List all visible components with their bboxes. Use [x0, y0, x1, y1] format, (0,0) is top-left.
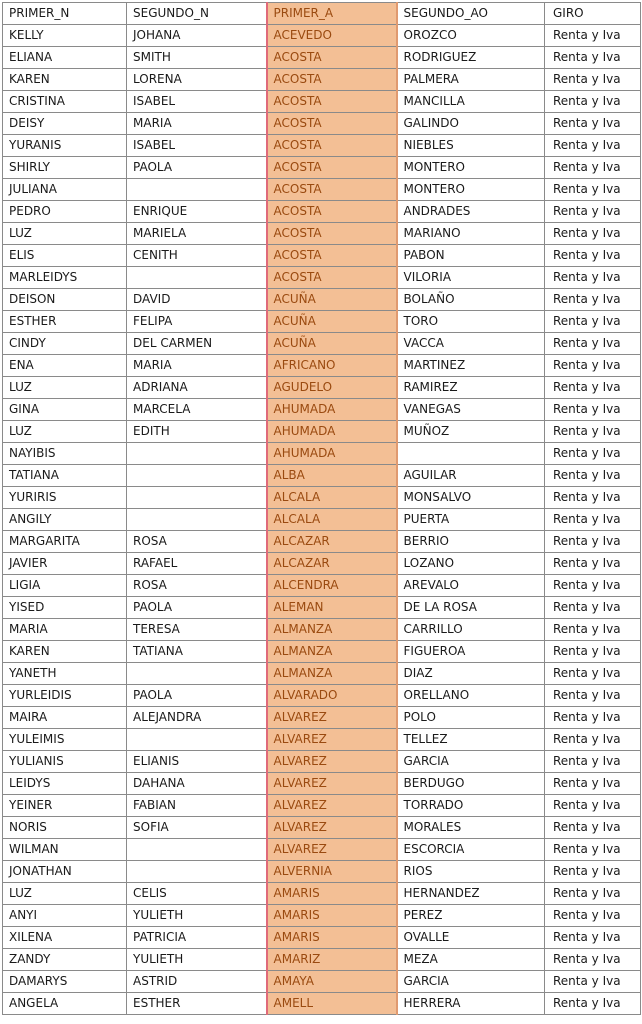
cell-giro: Renta y Iva [545, 267, 641, 289]
cell-primer-a: ACOSTA [267, 201, 397, 223]
cell-segundo-n [127, 509, 267, 531]
table-row [3, 531, 641, 553]
cell-segundo-n: RAFAEL [127, 553, 267, 575]
cell-primer-n: YULEIMIS [3, 729, 127, 751]
cell-giro: Renta y Iva [545, 421, 641, 443]
table-row [3, 861, 641, 883]
cell-primer-a: AFRICANO [267, 355, 397, 377]
data-table [2, 2, 641, 1015]
cell-primer-a: ALCAZAR [267, 553, 397, 575]
cell-giro: Renta y Iva [545, 91, 641, 113]
cell-segundo-n [127, 465, 267, 487]
cell-primer-n: SHIRLY [3, 157, 127, 179]
cell-primer-a: ALVAREZ [267, 773, 397, 795]
cell-giro: Renta y Iva [545, 949, 641, 971]
cell-segundo-n: JOHANA [127, 25, 267, 47]
cell-primer-n: CRISTINA [3, 91, 127, 113]
cell-primer-n: PEDRO [3, 201, 127, 223]
cell-segundo-ao: MORALES [397, 817, 545, 839]
table-row [3, 553, 641, 575]
cell-segundo-n: MARIELA [127, 223, 267, 245]
cell-segundo-ao: MUÑOZ [397, 421, 545, 443]
cell-primer-a: ACOSTA [267, 135, 397, 157]
cell-primer-n: DAMARYS [3, 971, 127, 993]
cell-segundo-n: ISABEL [127, 135, 267, 157]
cell-giro: Renta y Iva [545, 245, 641, 267]
cell-giro: Renta y Iva [545, 69, 641, 91]
cell-primer-n: ANGELA [3, 993, 127, 1015]
cell-segundo-ao: AGUILAR [397, 465, 545, 487]
table-row [3, 465, 641, 487]
table-row [3, 751, 641, 773]
table-row [3, 487, 641, 509]
cell-primer-a: ALMANZA [267, 663, 397, 685]
cell-primer-a: ALBA [267, 465, 397, 487]
cell-primer-a: AMAYA [267, 971, 397, 993]
cell-primer-a: ACOSTA [267, 223, 397, 245]
cell-segundo-n: SOFIA [127, 817, 267, 839]
cell-primer-a: ACOSTA [267, 179, 397, 201]
cell-primer-n: ANYI [3, 905, 127, 927]
cell-giro: Renta y Iva [545, 861, 641, 883]
cell-giro: Renta y Iva [545, 25, 641, 47]
cell-primer-n: ELIANA [3, 47, 127, 69]
table-row [3, 69, 641, 91]
cell-primer-a: ACOSTA [267, 157, 397, 179]
table-row [3, 971, 641, 993]
cell-segundo-n: FELIPA [127, 311, 267, 333]
cell-giro: Renta y Iva [545, 113, 641, 135]
cell-segundo-ao: VACCA [397, 333, 545, 355]
table-row [3, 663, 641, 685]
cell-segundo-n [127, 487, 267, 509]
cell-segundo-ao: NIEBLES [397, 135, 545, 157]
cell-primer-n: YURIRIS [3, 487, 127, 509]
table-body [3, 3, 641, 1015]
cell-segundo-ao: ORELLANO [397, 685, 545, 707]
cell-primer-n: YURLEIDIS [3, 685, 127, 707]
table-row [3, 25, 641, 47]
cell-giro: Renta y Iva [545, 927, 641, 949]
cell-giro: Renta y Iva [545, 487, 641, 509]
cell-primer-n: JULIANA [3, 179, 127, 201]
cell-segundo-ao: GALINDO [397, 113, 545, 135]
cell-primer-n: KAREN [3, 641, 127, 663]
cell-giro: Renta y Iva [545, 377, 641, 399]
cell-primer-n: KELLY [3, 25, 127, 47]
cell-segundo-ao: PALMERA [397, 69, 545, 91]
cell-giro: Renta y Iva [545, 883, 641, 905]
cell-primer-n: LEIDYS [3, 773, 127, 795]
table-row [3, 245, 641, 267]
cell-primer-n: LUZ [3, 883, 127, 905]
table-row [3, 443, 641, 465]
table-row [3, 113, 641, 135]
cell-primer-n: ESTHER [3, 311, 127, 333]
cell-segundo-ao: AREVALO [397, 575, 545, 597]
table-row [3, 377, 641, 399]
cell-primer-a: ACUÑA [267, 289, 397, 311]
cell-primer-n: JAVIER [3, 553, 127, 575]
cell-primer-a: ALVAREZ [267, 707, 397, 729]
cell-segundo-n: MARIA [127, 355, 267, 377]
cell-segundo-n: TATIANA [127, 641, 267, 663]
cell-giro: Renta y Iva [545, 641, 641, 663]
cell-segundo-n: ASTRID [127, 971, 267, 993]
cell-giro: Renta y Iva [545, 223, 641, 245]
cell-segundo-n [127, 179, 267, 201]
cell-giro: Renta y Iva [545, 685, 641, 707]
cell-primer-a: ACOSTA [267, 113, 397, 135]
cell-primer-a: ACEVEDO [267, 25, 397, 47]
cell-segundo-n [127, 267, 267, 289]
cell-segundo-n: ADRIANA [127, 377, 267, 399]
cell-segundo-n: MARCELA [127, 399, 267, 421]
table-row [3, 355, 641, 377]
table-row [3, 993, 641, 1015]
cell-primer-a: ALCENDRA [267, 575, 397, 597]
cell-primer-a: ALCALA [267, 509, 397, 531]
cell-segundo-ao: HERNANDEZ [397, 883, 545, 905]
cell-segundo-ao: VILORIA [397, 267, 545, 289]
cell-primer-a: AMELL [267, 993, 397, 1015]
cell-primer-a: ALVARADO [267, 685, 397, 707]
cell-giro: Renta y Iva [545, 47, 641, 69]
cell-segundo-n: CENITH [127, 245, 267, 267]
table-row [3, 641, 641, 663]
cell-giro: Renta y Iva [545, 399, 641, 421]
cell-segundo-n: PAOLA [127, 597, 267, 619]
cell-primer-n: DEISON [3, 289, 127, 311]
cell-segundo-ao: BOLAÑO [397, 289, 545, 311]
table-row [3, 905, 641, 927]
cell-segundo-n: DAHANA [127, 773, 267, 795]
cell-primer-n: KAREN [3, 69, 127, 91]
cell-segundo-n: ROSA [127, 531, 267, 553]
cell-primer-n: MARGARITA [3, 531, 127, 553]
table-row [3, 179, 641, 201]
table-row [3, 707, 641, 729]
cell-primer-a: AHUMADA [267, 399, 397, 421]
cell-segundo-ao: TELLEZ [397, 729, 545, 751]
cell-segundo-ao: ANDRADES [397, 201, 545, 223]
cell-primer-n: YISED [3, 597, 127, 619]
cell-segundo-ao: TORRADO [397, 795, 545, 817]
cell-segundo-n: ROSA [127, 575, 267, 597]
cell-segundo-ao: CARRILLO [397, 619, 545, 641]
cell-giro: Renta y Iva [545, 575, 641, 597]
cell-segundo-ao: BERRIO [397, 531, 545, 553]
table-row [3, 223, 641, 245]
cell-primer-a: ACOSTA [267, 267, 397, 289]
cell-primer-a: ACOSTA [267, 91, 397, 113]
cell-primer-n: CINDY [3, 333, 127, 355]
cell-segundo-ao: MARIANO [397, 223, 545, 245]
cell-primer-n: ANGILY [3, 509, 127, 531]
cell-segundo-ao: LOZANO [397, 553, 545, 575]
cell-primer-a: ALVAREZ [267, 795, 397, 817]
column-header-primer-a: PRIMER_A [267, 3, 397, 25]
cell-giro: Renta y Iva [545, 905, 641, 927]
cell-primer-a: ALCAZAR [267, 531, 397, 553]
cell-segundo-ao: PEREZ [397, 905, 545, 927]
cell-primer-a: ALVAREZ [267, 729, 397, 751]
cell-primer-a: ALVAREZ [267, 839, 397, 861]
cell-segundo-n: PATRICIA [127, 927, 267, 949]
cell-primer-n: GINA [3, 399, 127, 421]
cell-primer-n: YURANIS [3, 135, 127, 157]
cell-segundo-ao: MEZA [397, 949, 545, 971]
table-row [3, 289, 641, 311]
column-header-segundo-ao: SEGUNDO_AO [397, 3, 545, 25]
table-row [3, 509, 641, 531]
cell-primer-n: LUZ [3, 421, 127, 443]
cell-primer-n: NORIS [3, 817, 127, 839]
cell-giro: Renta y Iva [545, 289, 641, 311]
cell-giro: Renta y Iva [545, 509, 641, 531]
table-row [3, 575, 641, 597]
table-row [3, 267, 641, 289]
cell-segundo-n [127, 729, 267, 751]
cell-segundo-ao: DE LA ROSA [397, 597, 545, 619]
table-row [3, 157, 641, 179]
cell-primer-a: ACOSTA [267, 69, 397, 91]
cell-giro: Renta y Iva [545, 179, 641, 201]
cell-primer-n: MARLEIDYS [3, 267, 127, 289]
cell-segundo-n: CELIS [127, 883, 267, 905]
cell-primer-n: LIGIA [3, 575, 127, 597]
column-header-segundo-n: SEGUNDO_N [127, 3, 267, 25]
cell-primer-n: YANETH [3, 663, 127, 685]
cell-segundo-n [127, 443, 267, 465]
cell-segundo-n: EDITH [127, 421, 267, 443]
cell-segundo-n: SMITH [127, 47, 267, 69]
table-row [3, 927, 641, 949]
cell-primer-a: ALVAREZ [267, 817, 397, 839]
cell-segundo-n: DEL CARMEN [127, 333, 267, 355]
cell-primer-a: ALMANZA [267, 619, 397, 641]
cell-giro: Renta y Iva [545, 839, 641, 861]
cell-segundo-n: YULIETH [127, 949, 267, 971]
column-header-giro: GIRO [545, 3, 641, 25]
cell-giro: Renta y Iva [545, 817, 641, 839]
cell-primer-n: JONATHAN [3, 861, 127, 883]
cell-segundo-ao: OVALLE [397, 927, 545, 949]
header-row [3, 3, 641, 25]
cell-giro: Renta y Iva [545, 553, 641, 575]
cell-primer-a: ALVERNIA [267, 861, 397, 883]
cell-segundo-n [127, 839, 267, 861]
table-row [3, 839, 641, 861]
cell-primer-n: MARIA [3, 619, 127, 641]
cell-primer-a: AHUMADA [267, 421, 397, 443]
cell-segundo-ao: RAMIREZ [397, 377, 545, 399]
table-row [3, 883, 641, 905]
cell-segundo-ao: MONTERO [397, 179, 545, 201]
table-row [3, 311, 641, 333]
cell-giro: Renta y Iva [545, 355, 641, 377]
cell-primer-a: AHUMADA [267, 443, 397, 465]
cell-primer-n: YULIANIS [3, 751, 127, 773]
cell-giro: Renta y Iva [545, 531, 641, 553]
table-row [3, 421, 641, 443]
table-row [3, 817, 641, 839]
cell-segundo-n: ESTHER [127, 993, 267, 1015]
cell-segundo-n: MARIA [127, 113, 267, 135]
cell-primer-n: NAYIBIS [3, 443, 127, 465]
cell-primer-a: ALMANZA [267, 641, 397, 663]
cell-primer-n: ZANDY [3, 949, 127, 971]
cell-giro: Renta y Iva [545, 465, 641, 487]
cell-giro: Renta y Iva [545, 201, 641, 223]
cell-segundo-n: PAOLA [127, 157, 267, 179]
cell-giro: Renta y Iva [545, 993, 641, 1015]
cell-segundo-ao: RIOS [397, 861, 545, 883]
cell-primer-a: ALVAREZ [267, 751, 397, 773]
cell-segundo-ao: GARCIA [397, 751, 545, 773]
cell-segundo-ao: PABON [397, 245, 545, 267]
cell-primer-a: ALEMAN [267, 597, 397, 619]
cell-segundo-ao: MANCILLA [397, 91, 545, 113]
cell-giro: Renta y Iva [545, 333, 641, 355]
cell-giro: Renta y Iva [545, 443, 641, 465]
cell-segundo-n: ELIANIS [127, 751, 267, 773]
cell-primer-a: AGUDELO [267, 377, 397, 399]
cell-segundo-n: YULIETH [127, 905, 267, 927]
cell-segundo-ao: TORO [397, 311, 545, 333]
cell-segundo-n: LORENA [127, 69, 267, 91]
cell-giro: Renta y Iva [545, 971, 641, 993]
cell-segundo-n: ALEJANDRA [127, 707, 267, 729]
cell-segundo-ao: RODRIGUEZ [397, 47, 545, 69]
cell-giro: Renta y Iva [545, 619, 641, 641]
cell-segundo-ao: OROZCO [397, 25, 545, 47]
table-row [3, 773, 641, 795]
cell-segundo-n: FABIAN [127, 795, 267, 817]
table-row [3, 91, 641, 113]
table-row [3, 597, 641, 619]
table-row [3, 47, 641, 69]
cell-giro: Renta y Iva [545, 663, 641, 685]
cell-primer-a: ACUÑA [267, 333, 397, 355]
cell-primer-n: LUZ [3, 377, 127, 399]
cell-primer-n: DEISY [3, 113, 127, 135]
cell-segundo-ao: GARCIA [397, 971, 545, 993]
cell-primer-n: LUZ [3, 223, 127, 245]
cell-primer-n: MAIRA [3, 707, 127, 729]
cell-primer-a: ACOSTA [267, 47, 397, 69]
cell-primer-a: AMARIZ [267, 949, 397, 971]
cell-giro: Renta y Iva [545, 795, 641, 817]
column-header-primer-n: PRIMER_N [3, 3, 127, 25]
cell-giro: Renta y Iva [545, 729, 641, 751]
table-row [3, 795, 641, 817]
cell-primer-n: TATIANA [3, 465, 127, 487]
cell-segundo-n: DAVID [127, 289, 267, 311]
cell-segundo-ao [397, 443, 545, 465]
cell-giro: Renta y Iva [545, 135, 641, 157]
cell-segundo-ao: DIAZ [397, 663, 545, 685]
cell-giro: Renta y Iva [545, 751, 641, 773]
cell-giro: Renta y Iva [545, 311, 641, 333]
cell-segundo-ao: PUERTA [397, 509, 545, 531]
table-row [3, 685, 641, 707]
cell-segundo-ao: MONTERO [397, 157, 545, 179]
cell-segundo-n: ENRIQUE [127, 201, 267, 223]
cell-primer-a: AMARIS [267, 927, 397, 949]
table-row [3, 729, 641, 751]
table-row [3, 949, 641, 971]
table-row [3, 201, 641, 223]
cell-primer-n: WILMAN [3, 839, 127, 861]
cell-segundo-ao: FIGUEROA [397, 641, 545, 663]
cell-giro: Renta y Iva [545, 157, 641, 179]
cell-primer-n: ENA [3, 355, 127, 377]
cell-giro: Renta y Iva [545, 773, 641, 795]
cell-segundo-n [127, 663, 267, 685]
cell-primer-n: XILENA [3, 927, 127, 949]
cell-segundo-ao: MARTINEZ [397, 355, 545, 377]
cell-segundo-n: PAOLA [127, 685, 267, 707]
cell-segundo-n: TERESA [127, 619, 267, 641]
cell-segundo-ao: HERRERA [397, 993, 545, 1015]
cell-primer-a: ACOSTA [267, 245, 397, 267]
cell-primer-a: ACUÑA [267, 311, 397, 333]
cell-primer-n: YEINER [3, 795, 127, 817]
cell-segundo-ao: MONSALVO [397, 487, 545, 509]
cell-primer-a: AMARIS [267, 905, 397, 927]
cell-segundo-ao: VANEGAS [397, 399, 545, 421]
cell-segundo-ao: ESCORCIA [397, 839, 545, 861]
table-row [3, 333, 641, 355]
cell-segundo-ao: BERDUGO [397, 773, 545, 795]
cell-segundo-n: ISABEL [127, 91, 267, 113]
table-row [3, 399, 641, 421]
table-row [3, 619, 641, 641]
cell-segundo-ao: POLO [397, 707, 545, 729]
cell-primer-a: ALCALA [267, 487, 397, 509]
cell-segundo-n [127, 861, 267, 883]
cell-giro: Renta y Iva [545, 597, 641, 619]
cell-primer-a: AMARIS [267, 883, 397, 905]
cell-primer-n: ELIS [3, 245, 127, 267]
cell-giro: Renta y Iva [545, 707, 641, 729]
table-row [3, 135, 641, 157]
